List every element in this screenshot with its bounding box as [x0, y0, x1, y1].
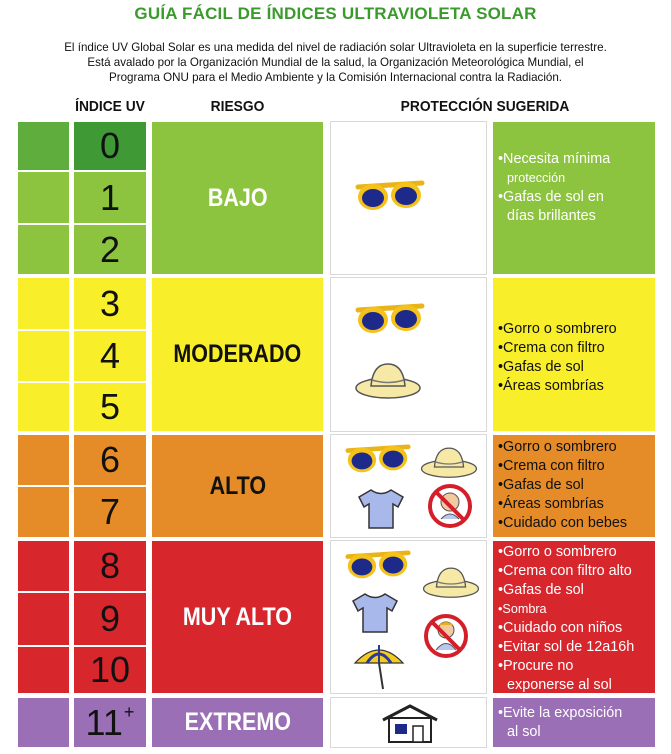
uv-index-3: 3 [73, 277, 147, 330]
protection-moderado [492, 277, 656, 432]
uv-index-4: 4 [73, 330, 147, 382]
swatch-5 [17, 382, 70, 432]
uv-index-9: 9 [73, 592, 147, 646]
protection-item: •Crema con filtro [498, 458, 605, 474]
swatch-3 [17, 277, 70, 330]
swatch-2 [17, 224, 70, 275]
uv-index-10: 10 [73, 646, 147, 694]
header-risk: RIESGO [210, 98, 265, 115]
protection-muy-alto [492, 540, 656, 694]
protection-extremo [492, 697, 656, 748]
index-plus-sign: + [123, 702, 135, 722]
protection-item: •Evite la exposición [498, 705, 623, 721]
protection-item: •Gafas de sol [498, 359, 584, 375]
hat-icon [421, 563, 481, 599]
protection-item: •Gorro o sombrero [498, 544, 617, 560]
header-protection: PROTECCIÓN SUGERIDA [400, 98, 570, 115]
protection-item: •Crema con filtro [498, 340, 605, 356]
risk-moderado: MODERADO [151, 277, 324, 432]
intro-text: El índice UV Global Solar es una medida del nivel de radiación solar Ultravioleta en la superficie terrestre. Está avalado por la Organización Mundial de la salud, la Organización Meteorológica Mundial, el Programa ONU para el Medio Ambiente y la Comisión Internacional contra la Radiación. [64, 41, 607, 84]
protection-item: •Gafas de sol en [498, 189, 604, 205]
icons-alto [330, 434, 487, 538]
protection-item: •Crema con filtro alto [498, 563, 632, 579]
protection-item: al sol [507, 724, 541, 740]
swatch-9 [17, 592, 70, 646]
uv-index-6: 6 [73, 434, 147, 486]
sunglasses-icon [355, 177, 425, 217]
protection-item: •Evitar sol de 12a16h [498, 639, 635, 655]
sunglasses-icon [355, 300, 425, 340]
protection-item: •Gafas de sol [498, 477, 584, 493]
uv-index-2: 2 [73, 224, 147, 275]
swatch-0 [17, 121, 70, 171]
risk-extremo: EXTREMO [151, 697, 324, 748]
protection-item: •Áreas sombrías [498, 378, 604, 394]
swatch-7 [17, 486, 70, 538]
swatch-11 [17, 697, 70, 748]
no-child-icon [423, 613, 469, 659]
house-icon [379, 702, 441, 744]
sunglasses-icon [345, 441, 411, 479]
swatch-6 [17, 434, 70, 486]
umbrella-icon [349, 641, 409, 691]
risk-bajo: BAJO [151, 121, 324, 275]
hat-icon [419, 443, 479, 479]
uv-index-0: 0 [73, 121, 147, 171]
icons-muy-alto [330, 540, 487, 694]
protection-item: exponerse al sol [507, 677, 612, 693]
header-index: ÍNDICE UV [75, 98, 145, 115]
swatch-10 [17, 646, 70, 694]
uv-index-11: 11 + [73, 697, 147, 748]
protection-item: •Necesita mínima [498, 151, 611, 167]
tshirt-icon [355, 487, 407, 531]
protection-item: •Gorro o sombrero [498, 439, 617, 455]
sunglasses-icon [345, 547, 411, 585]
page-title: GUÍA FÁCIL DE ÍNDICES ULTRAVIOLETA SOLAR [134, 4, 537, 23]
swatch-8 [17, 540, 70, 592]
uv-index-5: 5 [73, 382, 147, 432]
icons-moderado [330, 277, 487, 432]
protection-bajo [492, 121, 656, 275]
hat-icon [353, 358, 423, 400]
swatch-4 [17, 330, 70, 382]
icons-extremo [330, 697, 487, 748]
protection-item: •Sombra [498, 602, 547, 616]
protection-item: •Áreas sombrías [498, 496, 604, 512]
swatch-1 [17, 171, 70, 224]
uv-index-1: 1 [73, 171, 147, 224]
icons-bajo [330, 121, 487, 275]
protection-item: •Gafas de sol [498, 582, 584, 598]
protection-item: •Procure no [498, 658, 574, 674]
protection-item: •Cuidado con niños [498, 620, 623, 636]
uv-index-7: 7 [73, 486, 147, 538]
no-baby-icon [427, 483, 473, 529]
protection-item: •Cuidado con bebes [498, 515, 628, 531]
tshirt-icon [349, 591, 401, 635]
risk-alto: ALTO [151, 434, 324, 538]
uv-index-8: 8 [73, 540, 147, 592]
protection-item: días brillantes [507, 208, 596, 224]
protection-item: •Gorro o sombrero [498, 321, 617, 337]
protection-item: protección [507, 171, 566, 185]
risk-muy-alto: MUY ALTO [151, 540, 324, 694]
protection-alto [492, 434, 656, 538]
